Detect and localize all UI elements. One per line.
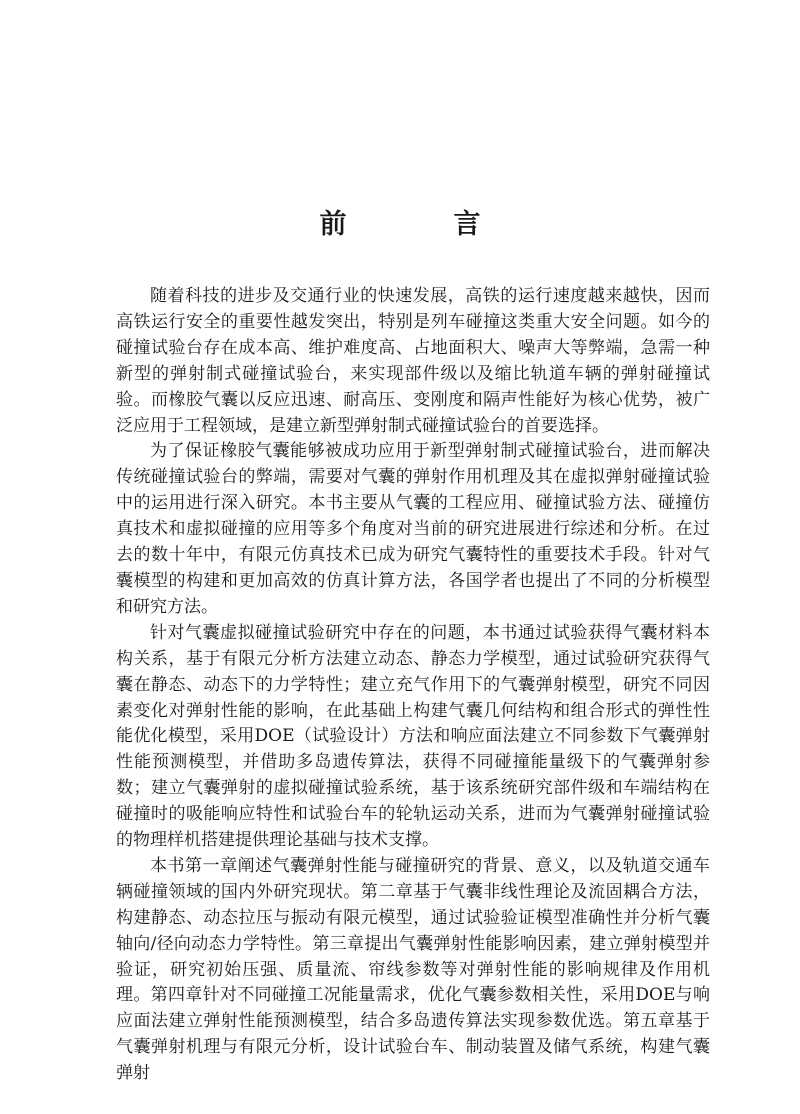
paragraph-1: 随着科技的进步及交通行业的快速发展，高铁的运行速度越来越快，因而高铁运行安全的重要性越发突出，特别是列车碰撞这类重大安全问题。如今的碰撞试验台存在成本高、维护难度高、占地面积大、噪声大等弊端，急需一种新型的弹射制式碰撞试验台，来实现部件级以及缩比轨道车辆的弹射碰撞试验。而橡胶气囊以反应迅速、耐高压、变刚度和隔声性能好为核心优势，被广泛应用于工程领域，是建立新型弹射制式碰撞试验台的首要选择。: [116, 286, 710, 436]
preface-body: [116, 284, 710, 1087]
paragraph-2: 为了保证橡胶气囊能够被成功应用于新型弹射制式碰撞试验台，进而解决传统碰撞试验台的弊端，需要对气囊的弹射作用机理及其在虚拟弹射碰撞试验中的运用进行深入研究。本书主要从气囊的工程应用、碰撞试验方法、碰撞仿真技术和虚拟碰撞的应用等多个角度对当前的研究进展进行综述和分析。在过去的数十年中，有限元仿真技术已成为研究气囊特性的重要技术手段。针对气囊模型的构建和更加高效的仿真计算方法，各国学者也提出了不同的分析模型和研究方法。: [116, 441, 710, 617]
page-title: 前 言: [319, 209, 521, 240]
paragraph-3: 针对气囊虚拟碰撞试验研究中存在的问题，本书通过试验获得气囊材料本构关系，基于有限元分析方法建立动态、静态力学模型，通过试验研究获得气囊在静态、动态下的力学特性；建立充气作用下的气囊弹射模型，研究不同因素变化对弹射性能的影响，在此基础上构建气囊几何结构和组合形式的弹性性能优化模型，采用DOE（试验设计）方法和响应面法建立不同参数下气囊弹射性能预测模型，并借助多岛遗传算法，获得不同碰撞能量级下的气囊弹射参数；建立气囊弹射的虚拟碰撞试验系统，基于该系统研究部件级和车端结构在碰撞时的吸能响应特性和试验台车的轮轨运动关系，进而为气囊弹射碰撞试验的物理样机搭建提供理论基础与技术支撑。: [116, 622, 710, 851]
paragraph-4: 本书第一章阐述气囊弹射性能与碰撞研究的背景、意义，以及轨道交通车辆碰撞领域的国内外研究现状。第二章基于气囊非线性理论及流固耦合方法，构建静态、动态拉压与振动有限元模型，通过试验验证模型准确性并分析气囊轴向/径向动态力学特性。第三章提出气囊弹射性能影响因素，建立弹射模型并验证，研究初始压强、质量流、帘线参数等对弹射性能的影响规律及作用机理。第四章针对不同碰撞工况能量需求，优化气囊参数相关性，采用DOE与响应面法建立弹射性能预测模型，结合多岛遗传算法实现参数优选。第五章基于气囊弹射机理与有限元分析，设计试验台车、制动装置及储气系统，构建气囊弹射: [116, 855, 710, 1084]
